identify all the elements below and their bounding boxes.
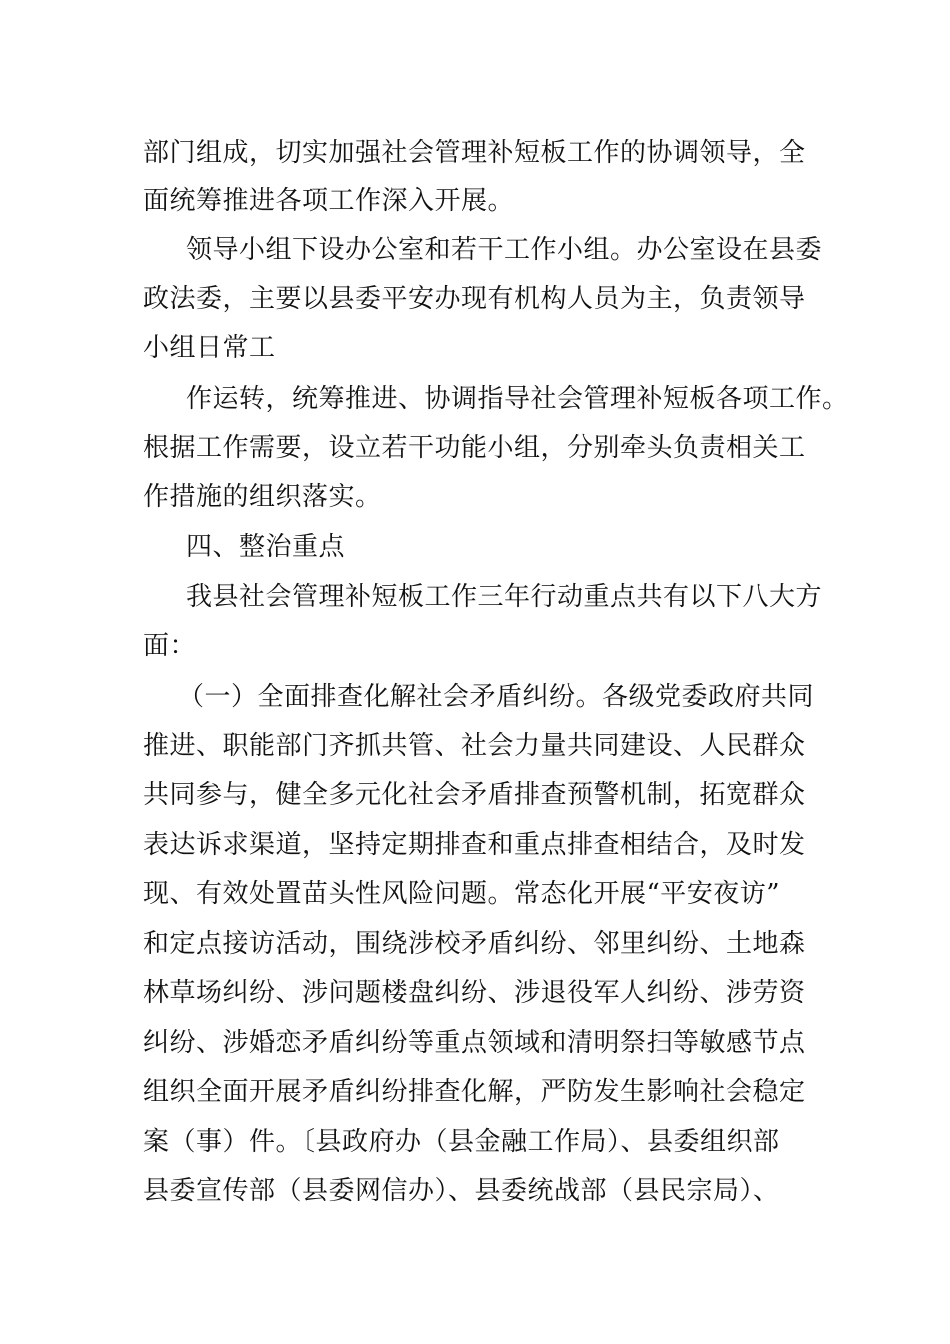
- text-line: 小组日常工: [143, 333, 276, 363]
- paragraph-line: 作运转，统筹推进、协调指导社会管理补短板各项工作。: [186, 384, 849, 414]
- text-line: 推进、职能部门齐抓共管、社会力量共同建设、人民群众: [143, 731, 806, 761]
- paragraph-line: 领导小组下设办公室和若干工作小组。办公室设在县委: [186, 235, 823, 265]
- text-line: 纠纷、涉婚恋矛盾纠纷等重点领域和清明祭扫等敏感节点: [143, 1028, 806, 1058]
- text-line: 政法委，主要以县委平安办现有机构人员为主，负责领导: [143, 284, 806, 314]
- section-heading: 四、整治重点: [186, 532, 346, 562]
- text-line: 共同参与，健全多元化社会矛盾排查预警机制，拓宽群众: [143, 780, 806, 810]
- text-line: 组织全面开展矛盾纠纷排查化解，严防发生影响社会稳定: [143, 1077, 806, 1107]
- text-line: 根据工作需要，设立若干功能小组，分别牵头负责相关工: [143, 433, 806, 463]
- text-line: 面：: [143, 631, 197, 661]
- text-line: 林草场纠纷、涉问题楼盘纠纷、涉退役军人纠纷、涉劳资: [143, 978, 806, 1008]
- paragraph-line: 我县社会管理补短板工作三年行动重点共有以下八大方: [186, 582, 823, 612]
- text-line: 和定点接访活动，围绕涉校矛盾纠纷、邻里纠纷、土地森: [143, 929, 806, 959]
- text-line: 面统筹推进各项工作深入开展。: [143, 186, 515, 216]
- text-line: 作措施的组织落实。: [143, 482, 382, 512]
- text-line: 县委宣传部（县委网信办）、县委统战部（县民宗局）、: [143, 1176, 780, 1206]
- text-line: 现、有效处置苗头性风险问题。常态化开展“平安夜访”: [143, 879, 781, 909]
- text-line: 表达诉求渠道，坚持定期排查和重点排查相结合，及时发: [143, 830, 806, 860]
- text-line: 案（事）件。〔县政府办（县金融工作局）、县委组织部: [143, 1127, 780, 1157]
- text-line: 部门组成，切实加强社会管理补短板工作的协调领导，全: [143, 138, 806, 168]
- subsection-heading-line: （一）全面排查化解社会矛盾纠纷。各级党委政府共同: [178, 682, 815, 712]
